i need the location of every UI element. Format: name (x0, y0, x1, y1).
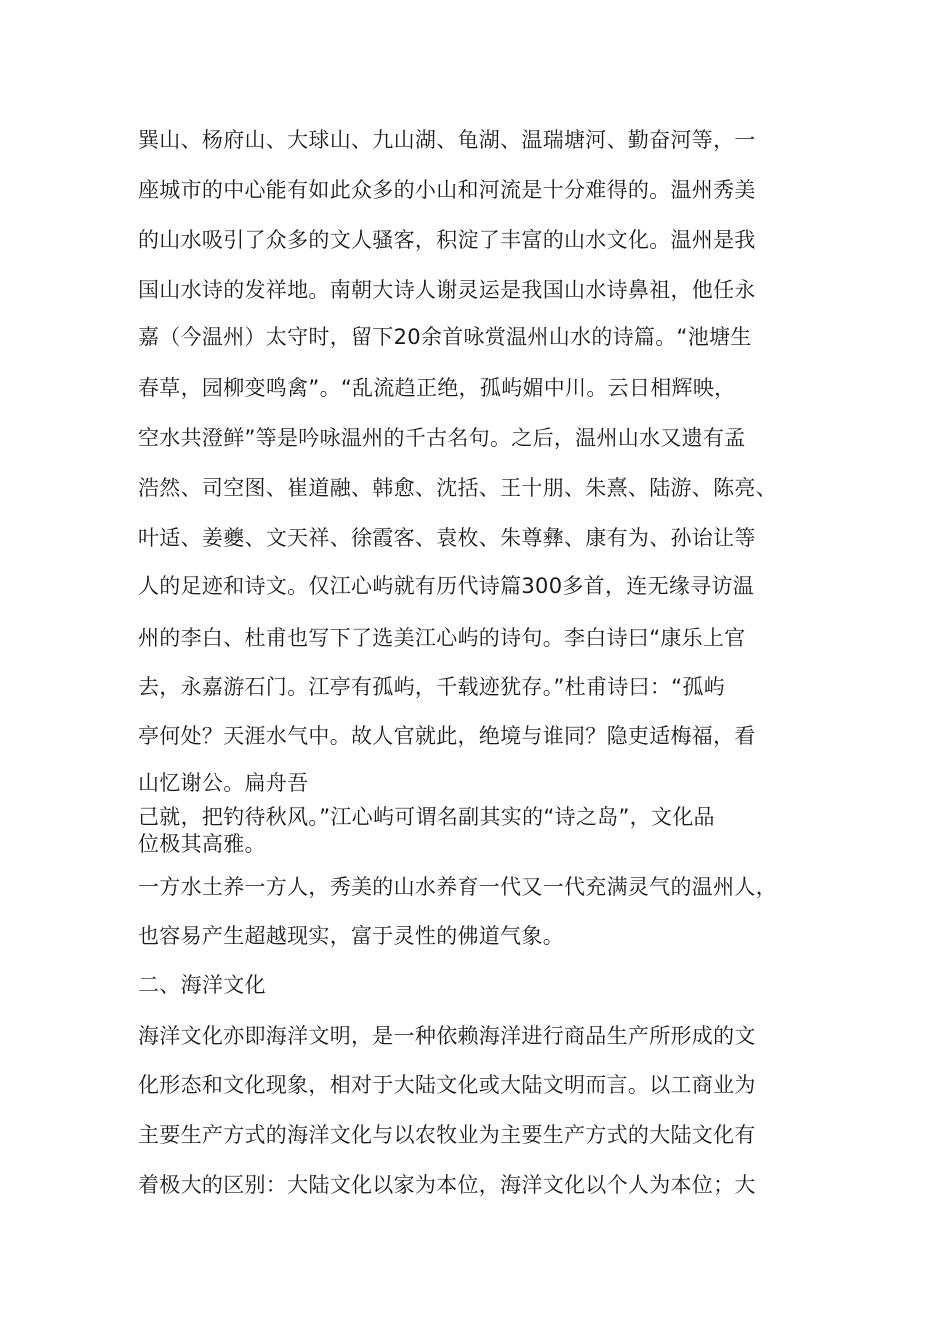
text-line: 着极大的区别：大陆文化以家为本位，海洋文化以个人为本位；大 (138, 1173, 756, 1197)
text-line: 叶适、姜夔、文天祥、徐霞客、袁枚、朱尊彝、康有为、孙诒让等 (138, 526, 756, 550)
text-line: 一方水土养一方人，秀美的山水养育一代又一代充满灵气的温州人， (138, 875, 777, 899)
text-line: 春草，园柳变鸣禽”。“乱流趋正绝，孤屿媚中川。云日相辉映， (138, 376, 736, 400)
text-line: 座城市的中心能有如此众多的小山和河流是十分难得的。温州秀美 (138, 178, 756, 202)
text-line: 巽山、杨府山、大球山、九山湖、龟湖、温瑞塘河、勤奋河等，一 (138, 128, 756, 152)
text-line: 海洋文化亦即海洋文明，是一种依赖海洋进行商品生产所形成的文 (138, 1024, 756, 1048)
text-line: 国山水诗的发祥地。南朝大诗人谢灵运是我国山水诗鼻祖，他任永 (138, 278, 756, 302)
text-line: 嘉（今温州）太守时，留下20余首咏赏温州山水的诗篇。“池塘生 (138, 325, 752, 349)
text-line: 去，永嘉游石门。江亭有孤屿，千载迹犹存。”杜甫诗曰：“孤屿 (138, 675, 725, 699)
section-heading: 二、海洋文化 (138, 973, 266, 997)
text-line: 的山水吸引了众多的文人骚客，积淀了丰富的山水文化。温州是我 (138, 228, 756, 252)
text-line: 亭何处？天涯水气中。故人官就此，绝境与谁同？隐吏适梅福，看 (138, 724, 756, 748)
text-line: 位极其高雅。 (138, 832, 266, 856)
text-line: 人的足迹和诗文。仅江心屿就有历代诗篇300多首，连无缘寻访温 (138, 574, 755, 598)
text-line: 也容易产生超越现实，富于灵性的佛道气象。 (138, 924, 564, 948)
text-line: 山忆谢公。扁舟吾 (138, 771, 309, 795)
text-line: 己就，把钓待秋风。”江心屿可谓名副其实的“诗之岛”，文化品 (138, 805, 715, 829)
text-line: 州的李白、杜甫也写下了选美江心屿的诗句。李白诗曰“康乐上官 (138, 626, 746, 650)
text-line: 主要生产方式的海洋文化与以农牧业为主要生产方式的大陆文化有 (138, 1123, 756, 1147)
text-line: 浩然、司空图、崔道融、韩愈、沈括、王十朋、朱熹、陆游、陈亮、 (138, 476, 777, 500)
text-line: 空水共澄鲜”等是吟咏温州的千古名句。之后，温州山水又遗有孟 (138, 426, 746, 450)
text-line: 化形态和文化现象，相对于大陆文化或大陆文明而言。以工商业为 (138, 1073, 756, 1097)
